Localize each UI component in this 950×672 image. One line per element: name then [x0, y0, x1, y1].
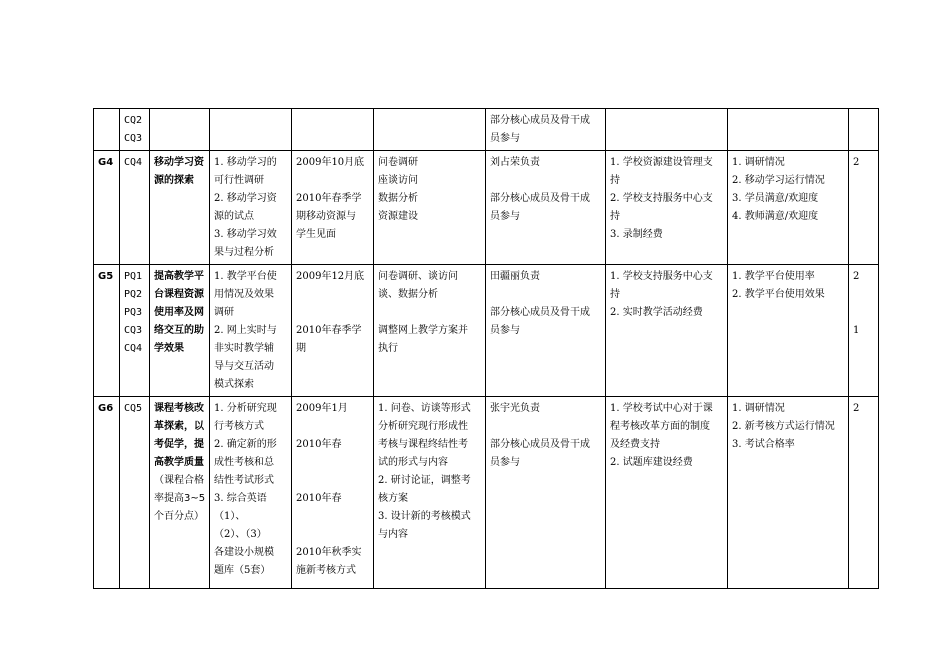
cell-line: 源的试点 [214, 211, 254, 222]
cell-line: 考核与课程终结性考 [378, 439, 468, 450]
cell-line [296, 508, 370, 526]
cell-line: 果与过程分析 [214, 247, 274, 258]
cell-line: 2. 教学平台使用效果 [732, 289, 825, 300]
cell-line: 2010年春季学 [296, 325, 362, 336]
cell-line: 可行性调研 [214, 175, 264, 186]
cell-line: 1. 学校支持服务中心支 [610, 271, 713, 282]
cell-line [296, 472, 370, 490]
question-codes-cell [120, 397, 150, 589]
cell-line: 1. 调研情况 [732, 403, 785, 414]
cell-line: 调整网上教学方案并 [378, 325, 468, 336]
cell-line: 员参与 [490, 457, 520, 468]
cell-line: 1. 移动学习的 [214, 157, 277, 168]
cell-line: 2. 学校支持服务中心支 [610, 193, 713, 204]
cell-line: 结性考试形式 [214, 475, 274, 486]
cell-line: 部分核心成员及骨干成 [490, 307, 590, 318]
timeline-cell [292, 151, 374, 265]
cell-line: 导与交互活动 [214, 361, 274, 372]
cell-line: 田疆丽负责 [490, 271, 540, 282]
plan-table [93, 108, 879, 589]
cell-line [853, 286, 875, 304]
timeline-cell [292, 265, 374, 397]
question-codes-cell [120, 265, 150, 397]
cell-line: 施新考核方式 [296, 565, 356, 576]
cell-line: 执行 [378, 343, 398, 354]
cell-line: 用情况及效果 [214, 289, 274, 300]
table-row [94, 109, 879, 151]
method-cell [374, 265, 486, 397]
score-cell [849, 151, 879, 265]
task-content-cell [210, 109, 292, 151]
cell-line: 2. 网上实时与 [214, 325, 277, 336]
cell-line: 2010年春 [296, 493, 342, 504]
cell-line: CQ5 [124, 403, 143, 414]
cell-line: 2010年秋季实 [296, 547, 362, 558]
cell-line: PQ2 [124, 289, 143, 300]
method-cell [374, 151, 486, 265]
timeline-cell [292, 109, 374, 151]
cell-line: 1. 学校资源建设管理支 [610, 157, 713, 168]
cell-line: 模式探索 [214, 379, 254, 390]
cell-line: 2. 移动学习运行情况 [732, 175, 825, 186]
cell-line: 2010年春 [296, 439, 342, 450]
cell-line: 程考核改革方面的制度 [610, 421, 710, 432]
cell-line: 员参与 [490, 325, 520, 336]
cell-line: 1. 教学平台使用率 [732, 271, 815, 282]
cell-line: PQ3 [124, 307, 143, 318]
cell-line: （2）、（3） [214, 529, 267, 540]
task-content-cell [210, 265, 292, 397]
cell-line: CQ3 [124, 133, 143, 144]
cell-line [296, 454, 370, 472]
task-content-cell [210, 151, 292, 265]
cell-line: 1. 学校考试中心对于课 [610, 403, 713, 414]
question-codes-cell [120, 109, 150, 151]
cell-line: 分析研究现行形成性 [378, 421, 468, 432]
cell-line: 2. 新考核方式运行情况 [732, 421, 835, 432]
personnel-cell [486, 151, 606, 265]
cell-line: 2 [853, 403, 860, 414]
support-cell [606, 397, 728, 589]
cell-line: PQ1 [124, 271, 143, 282]
goal-title-cell [150, 151, 210, 265]
cell-line: 学生见面 [296, 229, 336, 240]
cell-line: 成性考核和总 [214, 457, 274, 468]
cell-line [296, 304, 370, 322]
question-codes-cell [120, 151, 150, 265]
goal-title-cell [150, 265, 210, 397]
cell-line: 各建设小规模 [214, 547, 274, 558]
cell-line: 张宇光负责 [490, 403, 540, 414]
table-row [94, 397, 879, 589]
personnel-cell [486, 109, 606, 151]
goal-title: 课程考核改革探索，以考促学，提高教学质量 [154, 403, 204, 468]
evaluation-cell [728, 151, 849, 265]
cell-line: CQ3 [124, 325, 143, 336]
cell-line [378, 304, 482, 322]
cell-line: （1）、 [214, 511, 246, 522]
table-row [94, 151, 879, 265]
cell-line: 题库（5套） [214, 565, 271, 576]
cell-line: 1. 问卷、访谈等形式 [378, 403, 471, 414]
cell-line: 核方案 [378, 493, 408, 504]
goal-code-cell: G4 [94, 151, 120, 265]
cell-line: 与内容 [378, 529, 408, 540]
cell-line: 2009年12月底 [296, 271, 365, 282]
cell-line: 问卷调研 [378, 157, 418, 168]
cell-line: 调研 [214, 307, 234, 318]
cell-line: 问卷调研、谈访问 [378, 271, 458, 282]
table-body [94, 109, 879, 589]
cell-line: 2. 研讨论证，调整考 [378, 475, 471, 486]
spacer [490, 418, 602, 436]
cell-line: 3. 学员满意/欢迎度 [732, 193, 819, 204]
timeline-cell [292, 397, 374, 589]
goal-title: 提高教学平台课程资源使用率及网络交互的助学效果 [154, 271, 204, 354]
cell-line: 部分核心成员及骨干成 [490, 439, 590, 450]
cell-line: 3. 录制经费 [610, 229, 663, 240]
score-cell [849, 397, 879, 589]
cell-line: 员参与 [490, 211, 520, 222]
cell-line: 1 [853, 325, 860, 336]
cell-line [296, 526, 370, 544]
cell-line: 2. 确定新的形 [214, 439, 277, 450]
cell-line: 行考核方式 [214, 421, 264, 432]
cell-line: 座谈访问 [378, 175, 418, 186]
support-cell [606, 265, 728, 397]
spacer [490, 172, 602, 190]
cell-line: 3. 综合英语 [214, 493, 267, 504]
personnel-cell [486, 265, 606, 397]
goal-title-note: （课程合格率提高3~5个百分点） [154, 475, 206, 522]
cell-line [296, 418, 370, 436]
evaluation-cell [728, 397, 849, 589]
cell-line: 2. 移动学习资 [214, 193, 277, 204]
cell-line: 3. 移动学习效 [214, 229, 277, 240]
table-row [94, 265, 879, 397]
cell-line: 数据分析 [378, 193, 418, 204]
evaluation-cell [728, 109, 849, 151]
cell-line: 1. 调研情况 [732, 157, 785, 168]
score-cell [849, 265, 879, 397]
cell-line: 部分核心成员及骨干成 [490, 193, 590, 204]
cell-line: 2. 试题库建设经费 [610, 457, 693, 468]
cell-line: 1. 分析研究现 [214, 403, 277, 414]
score-cell [849, 109, 879, 151]
support-cell [606, 109, 728, 151]
support-cell [606, 151, 728, 265]
cell-line: 3. 考试合格率 [732, 439, 795, 450]
evaluation-cell [728, 265, 849, 397]
cell-line: CQ2 [124, 115, 143, 126]
goal-title: 移动学习资源的探索 [154, 157, 204, 186]
cell-line: 持 [610, 211, 620, 222]
cell-line: 刘占荣负责 [490, 157, 540, 168]
cell-line: 2. 实时教学活动经费 [610, 307, 703, 318]
goal-code-cell: G6 [94, 397, 120, 589]
cell-line: 4. 教师满意/欢迎度 [732, 211, 819, 222]
cell-line: 1. 教学平台使 [214, 271, 277, 282]
cell-line: 员参与 [490, 133, 520, 144]
cell-line: 2010年春季学 [296, 193, 362, 204]
goal-code-cell [94, 109, 120, 151]
cell-line: 2 [853, 157, 860, 168]
goal-code-cell: G5 [94, 265, 120, 397]
cell-line: 资源建设 [378, 211, 418, 222]
goal-title-cell [150, 109, 210, 151]
cell-line: 持 [610, 175, 620, 186]
cell-line: 部分核心成员及骨干成 [490, 115, 590, 126]
cell-line: CQ4 [124, 343, 143, 354]
cell-line: 试的形式与内容 [378, 457, 448, 468]
cell-line: 持 [610, 289, 620, 300]
method-cell [374, 397, 486, 589]
cell-line: 及经费支持 [610, 439, 660, 450]
cell-line: 3. 设计新的考核模式 [378, 511, 471, 522]
cell-line [853, 304, 875, 322]
goal-title-cell [150, 397, 210, 589]
cell-line: 2 [853, 271, 860, 282]
spacer [490, 286, 602, 304]
personnel-cell [486, 397, 606, 589]
cell-line: 谈、数据分析 [378, 289, 438, 300]
cell-line: 非实时教学辅 [214, 343, 274, 354]
task-content-cell [210, 397, 292, 589]
cell-line: 2009年1月 [296, 403, 348, 414]
cell-line [296, 286, 370, 304]
cell-line: 2009年10月底 [296, 157, 365, 168]
method-cell [374, 109, 486, 151]
cell-line: 期 [296, 343, 306, 354]
cell-line [296, 172, 370, 190]
cell-line: 期移动资源与 [296, 211, 356, 222]
cell-line: CQ4 [124, 157, 143, 168]
